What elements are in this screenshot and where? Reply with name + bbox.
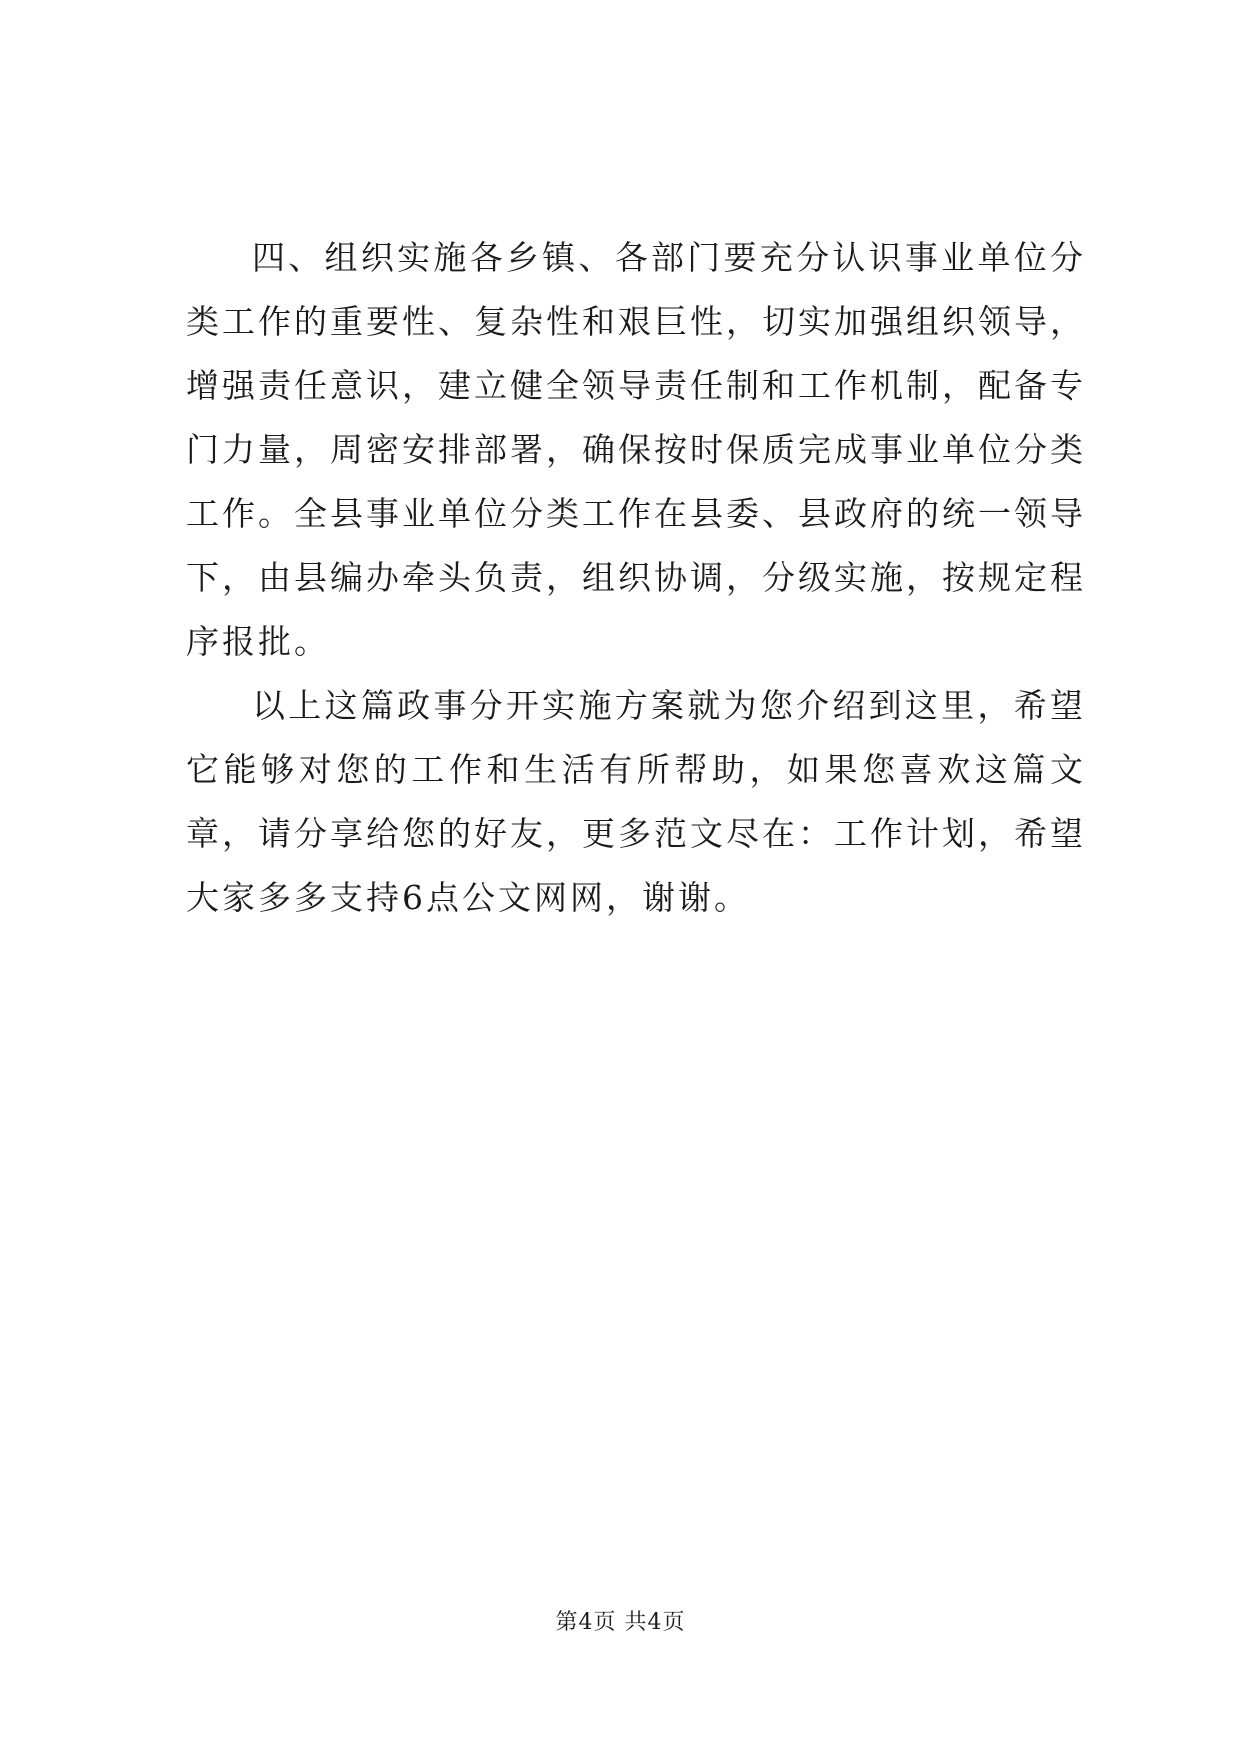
document-body — [186, 226, 1086, 930]
paragraph-closing-note: 以上这篇政事分开实施方案就为您介绍到这里，希望它能够对您的工作和生活有所帮助，如果您喜欢这篇文章，请分享给您的好友，更多范文尽在：工作计划，希望大家多多支持6点公文网网，谢谢。 — [186, 686, 1086, 917]
paragraph-organization-implementation: 四、组织实施各乡镇、各部门要充分认识事业单位分类工作的重要性、复杂性和艰巨性，切实加强组织领导，增强责任意识，建立健全领导责任制和工作机制，配备专门力量，周密安排部署，确保按时保质完成事业单位分类工作。全县事业单位分类工作在县委、县政府的统一领导下，由县编办牵头负责，组织协调，分级实施，按规定程序报批。 — [186, 238, 1086, 661]
page-number-footer: 第4页 共4页 — [555, 1610, 686, 1635]
